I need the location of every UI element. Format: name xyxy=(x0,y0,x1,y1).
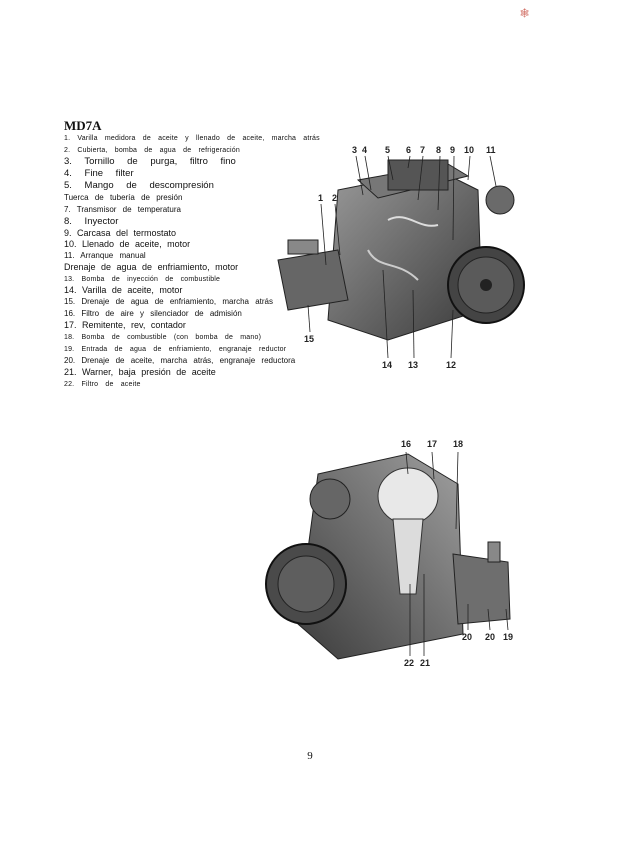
callout-14: 14 xyxy=(382,360,393,370)
callout-19: 19 xyxy=(503,632,514,642)
legend-item-4: 4. Fine filter xyxy=(64,169,134,179)
legend-item-5: 5. Mango de descompresión xyxy=(64,181,214,191)
engine-photo-top xyxy=(268,140,530,372)
callout-3: 3 xyxy=(352,145,358,155)
legend-item-18: 18. Bomba de combustible (con bomba de mano) xyxy=(64,334,262,341)
legend-item-11: 11. Arranque manual xyxy=(64,251,146,260)
legend-item-3: 3. Tornillo de purga, filtro fino xyxy=(64,157,236,167)
callout-10: 10 xyxy=(464,145,475,155)
engine-illustration-top xyxy=(268,140,530,372)
callout-11: 11 xyxy=(486,145,496,155)
callout-20-a: 20 xyxy=(462,632,473,642)
legend-item-16: 16. Filtro de aire y silenciador de admisión xyxy=(64,309,242,318)
legend-item-21: 21. Warner, baja presión de aceite xyxy=(64,368,216,377)
callout-18: 18 xyxy=(453,439,464,449)
corner-mark-icon: 🕸 xyxy=(519,9,531,19)
callout-12: 12 xyxy=(446,360,457,370)
page-number: 9 xyxy=(307,750,313,762)
legend-item-7: 7. Transmisor de temperatura xyxy=(64,205,181,214)
legend-item-8: 8. Inyector xyxy=(64,217,119,227)
callout-8: 8 xyxy=(436,145,442,155)
legend-item-14: 14. Varilla de aceite, motor xyxy=(64,286,183,295)
legend-item-2: 2. Cubierta, bomba de agua de refrigeración xyxy=(64,147,240,154)
callout-17: 17 xyxy=(427,439,438,449)
legend-item-20: 20. Drenaje de aceite, marcha atrás, engranaje reductora xyxy=(64,356,296,365)
legend-item-12: Drenaje de agua de enfriamiento, motor xyxy=(64,263,239,272)
callout-15: 15 xyxy=(304,334,315,344)
callout-6: 6 xyxy=(406,145,412,155)
legend-item-19: 19. Entrada de agua de enfriamiento, engranaje reductor xyxy=(64,346,287,353)
callout-20-b: 20 xyxy=(485,632,496,642)
legend-item-22: 22. Filtro de aceite xyxy=(64,381,141,388)
legend-item-1: 1. Varilla medidora de aceite y llenado de aceite, marcha atrás xyxy=(64,135,320,142)
page-title: MD7A xyxy=(64,118,102,133)
callout-1: 1 xyxy=(318,193,324,203)
legend-item-9: 9. Carcasa del termostato xyxy=(64,229,177,238)
callout-21: 21 xyxy=(420,658,431,668)
legend-item-6: Tuerca de tubería de presión xyxy=(64,193,183,202)
callout-4: 4 xyxy=(362,145,368,155)
legend-item-17: 17. Remitente, rev, contador xyxy=(64,321,186,330)
legend-item-10: 10. Llenado de aceite, motor xyxy=(64,240,191,249)
engine-photo-bottom xyxy=(258,434,520,674)
callout-22: 22 xyxy=(404,658,415,668)
callout-2: 2 xyxy=(332,193,338,203)
engine-illustration-bottom xyxy=(258,434,520,674)
callout-9: 9 xyxy=(450,145,456,155)
callout-5: 5 xyxy=(385,145,391,155)
legend-item-13: 13. Bomba de inyección de combustible xyxy=(64,276,221,283)
callout-16: 16 xyxy=(401,439,412,449)
legend-item-15: 15. Drenaje de agua de enfriamiento, marcha atrás xyxy=(64,297,273,306)
callout-7: 7 xyxy=(420,145,426,155)
callout-13: 13 xyxy=(408,360,419,370)
